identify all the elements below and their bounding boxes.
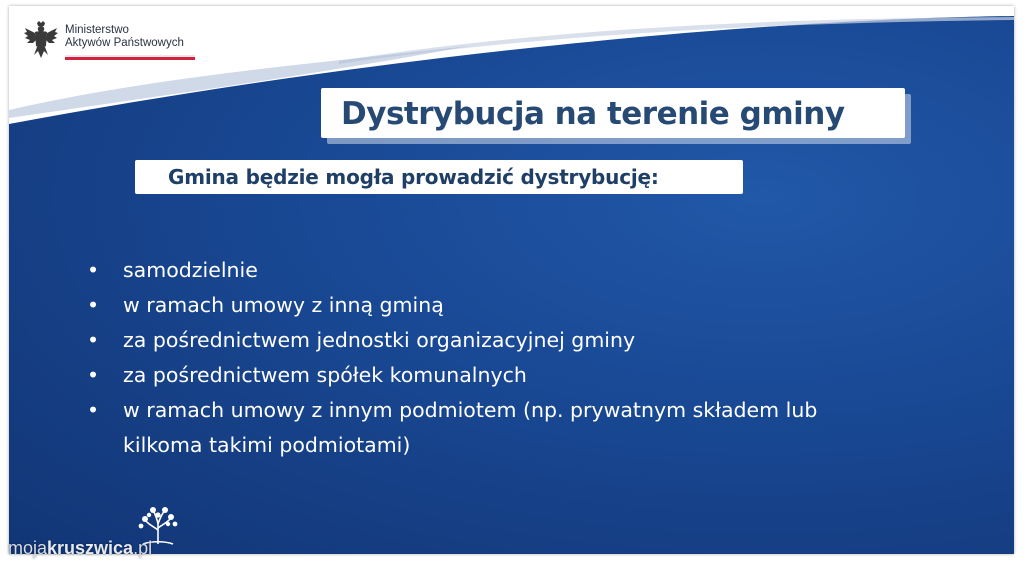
ministry-name (65, 24, 184, 50)
site-watermark (8, 538, 152, 559)
title-box (321, 88, 905, 138)
list-item-text: kilkoma takimi podmiotami) (123, 433, 411, 457)
slide-subtitle: Gmina będzie mogła prowadzić dystrybucję: (168, 165, 659, 189)
list-item-continuation (85, 428, 963, 463)
ministry-name-line2: Aktywów Państwowych (65, 37, 184, 49)
bullet-icon: • (87, 398, 100, 422)
bullet-list (85, 253, 963, 463)
list-item (85, 358, 963, 393)
list-item (85, 253, 963, 288)
watermark-part1: moja (8, 538, 48, 558)
slide (9, 6, 1014, 554)
ministry-name-line1: Ministerstwo (65, 24, 129, 36)
slide-title: Dystrybucja na terenie gminy (341, 96, 845, 132)
list-item-text: za pośrednictwem spółek komunalnych (123, 363, 527, 387)
list-item (85, 288, 963, 323)
list-item (85, 323, 963, 358)
list-item-text: w ramach umowy z innym podmiotem (np. prywatnym składem lub (123, 398, 818, 422)
eagle-emblem-icon (23, 20, 59, 62)
subtitle-box (135, 160, 743, 194)
list-item-text: samodzielnie (123, 258, 258, 282)
bullet-icon: • (87, 293, 100, 317)
list-item-text: za pośrednictwem jednostki organizacyjnej gminy (123, 328, 636, 352)
watermark-part2: kruszwica (47, 538, 134, 558)
bullet-icon: • (87, 258, 100, 282)
watermark-part3: .pl (133, 538, 153, 558)
list-item (85, 393, 963, 428)
polish-flag-bar (65, 55, 195, 60)
bullet-icon: • (87, 363, 100, 387)
list-item-text: w ramach umowy z inną gminą (123, 293, 444, 317)
bullet-icon: • (87, 328, 100, 352)
